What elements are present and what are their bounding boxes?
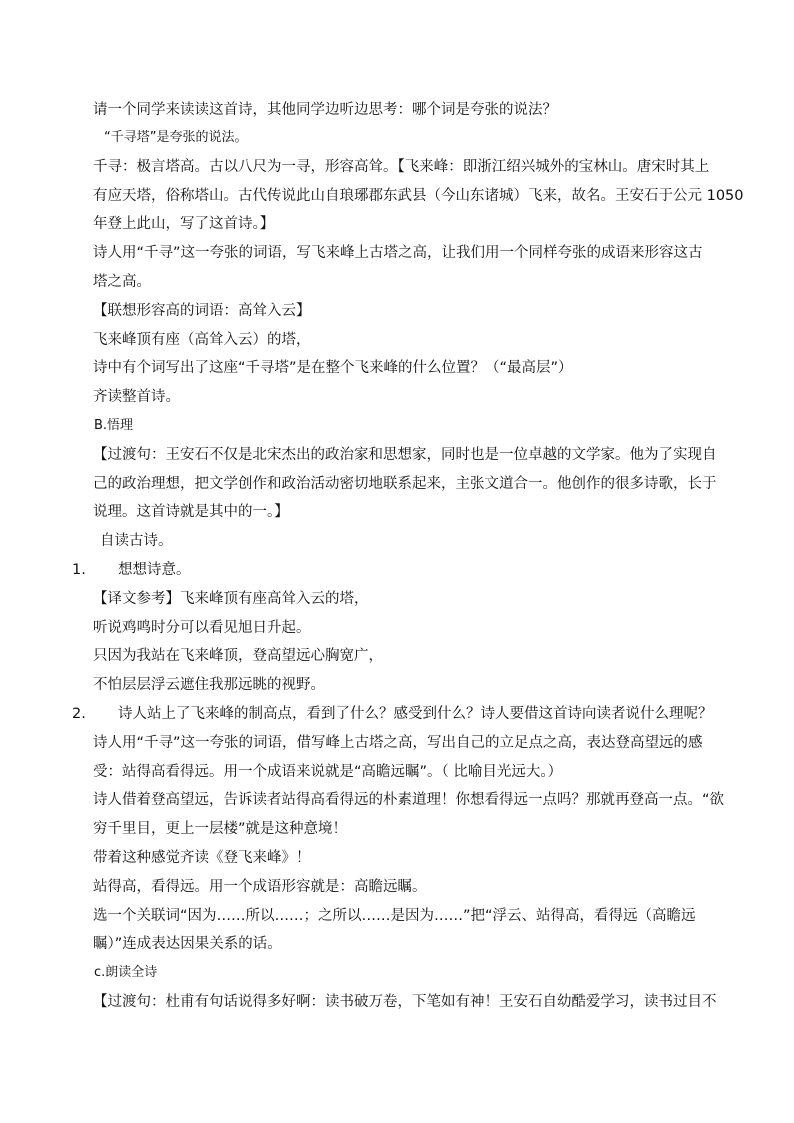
answer-line: “千寻塔”是夸张的说法。 (104, 130, 248, 145)
list-item-text: 诗人站上了飞来峰的制高点，看到了什么？感受到什么？诗人要借这首诗向读者说什么理呢？ (118, 706, 713, 722)
paragraph-line: 齐读整首诗。 (93, 389, 180, 405)
question-line: 请一个同学来读读这首诗，其他同学边听边思考：哪个词是夸张的说法？ (93, 102, 557, 118)
paragraph-line: 己的政治理想，把文学创作和政治活动密切地联系起来，主张文道合一。他创作的很多诗歌，长于 (93, 476, 717, 492)
paragraph-line: 年登上此山，写了这首诗。】 (93, 216, 275, 232)
paragraph-line: 自读古诗。 (100, 533, 173, 549)
paragraph-line: 飞来峰顶有座（高耸入云）的塔， (93, 332, 311, 348)
paragraph-line: 诗中有个词写出了这座“千寻塔”是在整个飞来峰的什么位置？（“最高层”） (93, 360, 573, 376)
translation-line: 不怕层层浮云遮住我那远眺的视野。 (93, 677, 325, 693)
paragraph-line: 瞩）”连成表达因果关系的话。 (93, 936, 282, 952)
paragraph-line: 受：站得高看得远。用一个成语来说就是“高瞻远瞩”。（ 比喻目光远大。） (93, 764, 563, 780)
paragraph-line: 穷千里目，更上一层楼”就是这种意境！ (93, 821, 348, 837)
paragraph-line: 说理。这首诗就是其中的一。】 (93, 504, 289, 520)
paragraph-line: 站得高，看得远。用一个成语形容就是：高瞻远瞩。 (93, 879, 427, 895)
paragraph-line: 诗人用“千寻”这一夸张的词语，借写峰上古塔之高，写出自己的立足点之高，表达登高望远的感 (93, 735, 703, 751)
paragraph-line: 千寻：极言塔高。古以八尺为一寻，形容高耸。【飞来峰：即浙江绍兴城外的宝林山。唐宋时其上 (93, 159, 710, 175)
section-heading: B.悟理 (94, 418, 134, 433)
paragraph-line: 【过渡句：王安石不仅是北宋杰出的政治家和思想家，同时也是一位卓越的文学家。他为了实现自 (93, 447, 717, 463)
translation-line: 【译文参考】飞来峰顶有座高耸入云的塔， (93, 591, 369, 607)
paragraph-line: 选一个关联词“因为……所以……；之所以……是因为……”把“浮云、站得高，看得远（高瞻远 (93, 908, 696, 924)
paragraph-line: 诗人用“千寻”这一夸张的词语，写飞来峰上古塔之高，让我们用一个同样夸张的成语来形容这古 (93, 245, 703, 261)
list-number: 2. (72, 706, 86, 722)
list-item-text: 想想诗意。 (118, 562, 191, 578)
translation-line: 听说鸡鸣时分可以看见旭日升起。 (93, 620, 311, 636)
paragraph-line: 塔之高。 (93, 274, 151, 290)
paragraph-line: 有应天塔，俗称塔山。古代传说此山自琅琊郡东武县（今山东诸城）飞来，故名。王安石于公元 1050 (93, 188, 744, 204)
paragraph-line: 【过渡句：杜甫有句话说得多好啊：读书破万卷，下笔如有神！王安石自幼酷爱学习，读书过目不 (93, 994, 717, 1010)
list-number: 1. (72, 562, 86, 578)
paragraph-line: 带着这种感觉齐读《登飞来峰》！ (93, 850, 311, 866)
section-heading: c.朗读全诗 (94, 965, 158, 980)
translation-line: 只因为我站在飞来峰顶，登高望远心胸宽广， (93, 648, 383, 664)
paragraph-line: 诗人借着登高望远，告诉读者站得高看得远的朴素道理！你想看得远一点吗？那就再登高一点。“欲 (93, 792, 725, 808)
paragraph-line: 【联想形容高的词语：高耸入云】 (93, 303, 311, 319)
